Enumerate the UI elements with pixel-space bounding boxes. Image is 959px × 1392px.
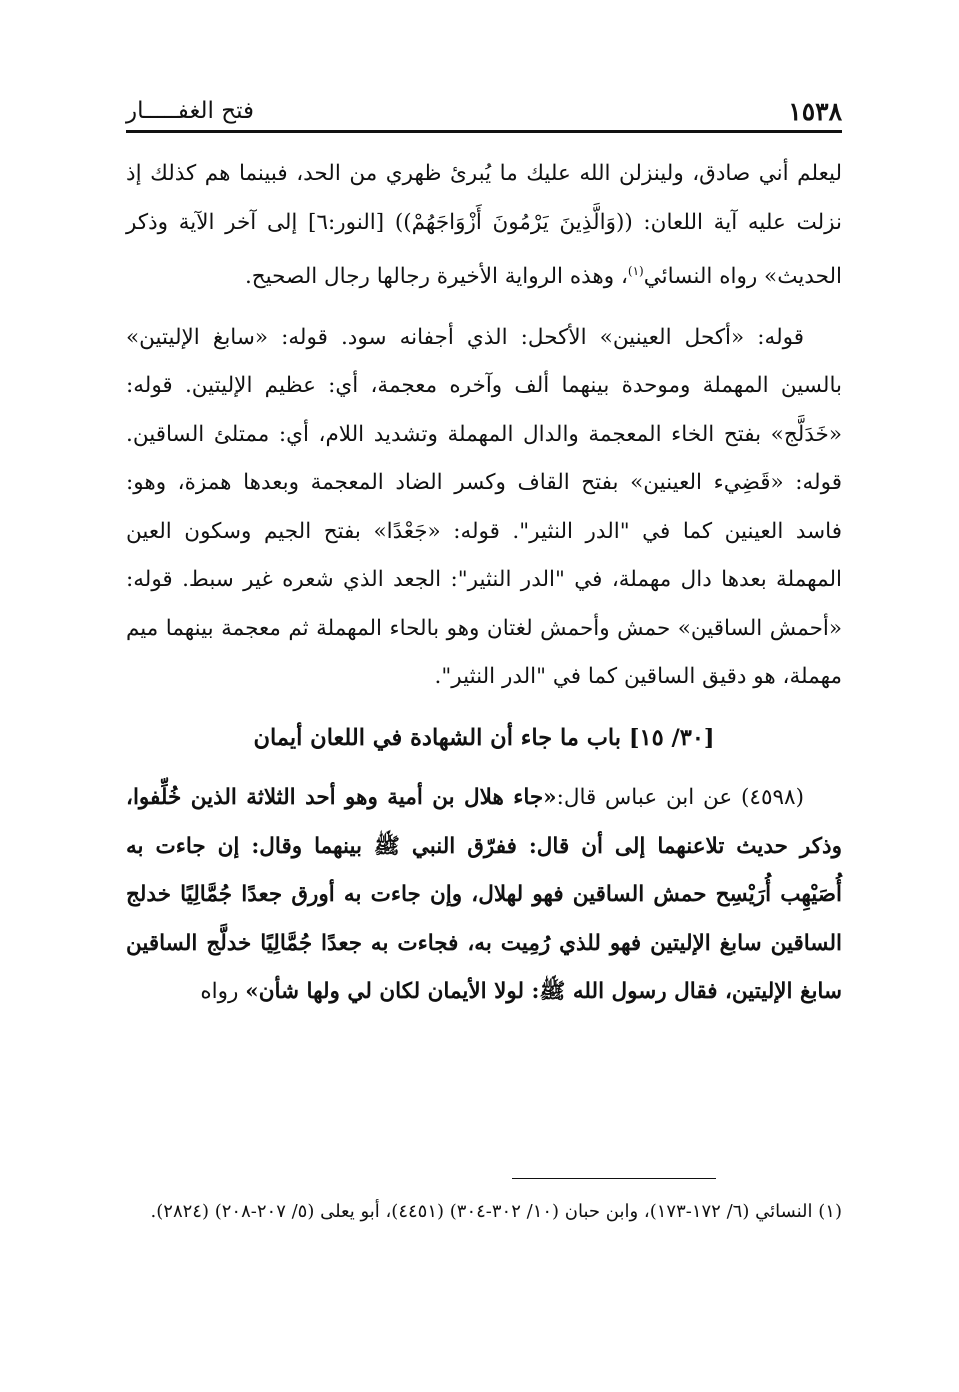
footnote-divider <box>512 1178 716 1179</box>
hadith-trailing: رواه <box>200 979 246 1005</box>
main-text <box>126 150 842 1029</box>
hadith-paragraph <box>126 774 842 1017</box>
hadith-narrator: عن ابن عباس قال: <box>556 785 733 811</box>
paragraph-continuation <box>126 150 842 302</box>
paragraph-text: ، وهذه الرواية الأخيرة رجالها رجال الصحيح. <box>244 264 628 290</box>
section-heading: [٣٠/ ١٥] باب ما جاء أن الشهادة في اللعان أيمان <box>253 724 715 751</box>
page-header <box>126 78 842 133</box>
footnote: (١) النسائي (٦/ ١٧٢-١٧٣)، وابن حبان (١٠/ ٣٠٢-٣٠٤) (٤٤٥١)، أبو يعلى (٥/ ٢٠٧-٢٠٨) (٢٨٢٤). <box>150 1201 842 1222</box>
paragraph-text: ليعلم أني صادق، ولينزلن الله عليك ما يُبرئ ظهري من الحد، فبينما هم كذلك إذ نزلت عليه آية اللعان: ((وَالَّذِينَ يَرْمُونَ أَزْوَاجَهُمْ)) [النور:٦] إلى آخر الآية وذكر الحديث» رواه النسائي <box>126 161 842 290</box>
hadith-text: «جاء هلال بن أمية وهو أحد الثلاثة الذين خُلِّفوا، وذكر حديث تلاعنهما إلى أن قال: ففرّق النبي ﷺ بينهما وقال: إن جاءت به أُصَيْهِب أُرَيْسِح حمش الساقين فهو لهلال، وإن جاءت به أورق جعدًا جُمَّالِيًا خدلج الساقين سابغ الإليتين فهو للذي رُمِيت به، فجاءت به جعدًا جُمَّالِيًا خدلَّج الساقين سابغ الإليتين، فقال رسول الله ﷺ: لولا الأيمان لكان لي ولها شأن» <box>126 785 842 1005</box>
running-title: فتح الغفـــــار <box>126 98 255 124</box>
page-number: ١٥٣٨ <box>788 97 842 126</box>
hadith-number: (٤٥٩٨) <box>741 785 804 811</box>
footnote-reference: (١) <box>627 264 644 278</box>
paragraph-commentary: قوله: «أكحل العينين» الأكحل: الذي أجفانه سود. قوله: «سابغ الإليتين» بالسين المهملة وموحدة بينهما ألف وآخره معجمة، أي: عظيم الإليتين. قوله: «خَدَلَّج» بفتح الخاء المعجمة والدال المهملة وتشديد اللام، أي: ممتلئ الساقين. قوله: «قَضِيء العينين» بفتح القاف وكسر الضاد المعجمة وبعدها همزة، وهو: فاسد العينين كما في "الدر النثير". قوله: «جَعْدًا» بفتح الجيم وسكون العين المهملة بعدها دال مهملة، في "الدر النثير": الجعد الذي شعره غير سبط. قوله: «أحمش الساقين» حمش وأحمش لغتان وهو بالحاء المهملة ثم معجمة بينهما ميم مهملة، هو دقيق الساقين كما في "الدر النثير". <box>126 324 842 690</box>
